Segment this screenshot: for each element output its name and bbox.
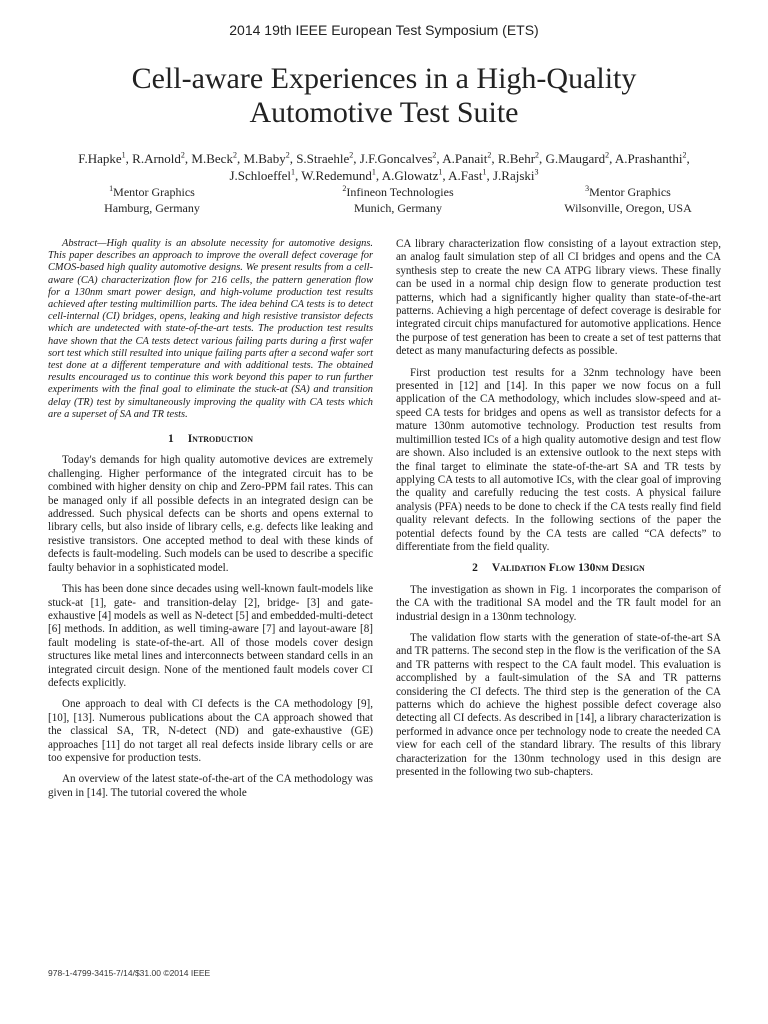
- abstract-lead: Abstract: [62, 238, 98, 249]
- left-column: [48, 238, 373, 808]
- author-affiliation-mark: 2: [487, 150, 492, 160]
- author-name: A.Fast: [448, 168, 483, 183]
- author-separator: ,: [609, 151, 615, 166]
- author-affiliation-mark: 2: [180, 150, 185, 160]
- author-separator: ,: [539, 151, 546, 166]
- author-separator: ,: [442, 168, 449, 183]
- affiliation-3: $^3$Mentor Graphics Wilsonville, Oregon, USA: [528, 184, 728, 216]
- right-column: [396, 238, 721, 787]
- author-name: R.Arnold: [132, 151, 181, 166]
- paragraph: One approach to deal with CI defects is the CA methodology [9], [10], [13]. Numerous publications about the CA approach showed that the classical SA, TR, N-detect (ND) and gate-exhaustive (GE) approaches [11] do not target all real defects inside library cells or are too expensive for production tests.: [48, 698, 373, 764]
- affiliation-place: Wilsonville, Oregon, USA: [564, 201, 692, 215]
- title-line-1: Cell-aware Experiences in a High-Quality: [131, 62, 637, 95]
- paragraph: An overview of the latest state-of-the-art of the CA methodology was given in [14]. The tutorial covered the whole: [48, 773, 373, 799]
- author-separator: ,: [289, 151, 297, 166]
- author-name: A.Glowatz: [381, 168, 439, 183]
- author-name: S.Straehle: [296, 151, 350, 166]
- abstract: [48, 238, 373, 421]
- affiliation-place: Munich, Germany: [354, 201, 442, 215]
- author-name: F.Hapke: [78, 151, 122, 166]
- author-name: W.Redemund: [301, 168, 372, 183]
- paragraph: This has been done since decades using well-known fault-models like stuck-at [1], gate- and transition-delay [2], bridge- [3] and gate-exhaustive [4] models as well as N-detect [5] and embedded-multi-detect [6] methods. In addition, as well timing-aware [7] and layout-aware [8] fault modeling is state-of-the-art. All of those models cover design structures like metal lines and interconnects between standard cells in an integrated circuit design. None of the mentioned fault models cover CI defects explicitly.: [48, 583, 373, 689]
- author-separator: ,: [294, 168, 302, 183]
- author-affiliation-mark: 1: [482, 167, 487, 177]
- author-separator: ,: [353, 151, 360, 166]
- author-separator: ,: [486, 168, 493, 183]
- author-name: J.F.Goncalves: [359, 151, 433, 166]
- affiliation-2: $^2$Infineon Technologies Munich, Germany: [298, 184, 498, 216]
- author-separator: ,: [436, 151, 443, 166]
- section-heading-validation-flow: 2 Validation Flow 130nm Design: [472, 562, 645, 575]
- author-affiliation-mark: 2: [349, 150, 354, 160]
- copyright-footer: 978-1-4799-3415-7/14/$31.00 ©2014 IEEE: [48, 968, 211, 978]
- author-separator: ,: [236, 151, 244, 166]
- paragraph: The investigation as shown in Fig. 1 incorporates the comparison of the CA with the traditional SA model and the TR fault model for an industrial design in a 130nm technology.: [396, 583, 721, 623]
- author-affiliation-mark: 3: [534, 167, 539, 177]
- section-heading-introduction: 1 Introduction: [167, 433, 254, 446]
- author-separator: ,: [184, 151, 192, 166]
- conference-header: 2014 19th IEEE European Test Symposium (ETS): [229, 22, 539, 38]
- affiliation-place: Hamburg, Germany: [104, 201, 200, 215]
- author-list: [30, 150, 738, 184]
- author-affiliation-mark: 2: [232, 150, 237, 160]
- abstract-text: —High quality is an absolute necessity for automotive designs. This paper describes an approach to improve the overall defect coverage for CMOS-based high quality automotive designs. We present results from a cell-aware (CA) characterization flow for 216 cells, the pattern generation flow for a 130nm smart power design, and high-volume production test results achieved after testing multimillion parts. The idea behind CA tests is to detect cell-internal (CI) bridges, opens, leaking and high resistive transistor defects which are undetected with state-of-the-art tests. The production test results have shown that the CA tests detect various failing parts during a first wafer sort test which still resulted into unique failing parts after a second wafer sort test done at a different temperature and with additional tests. The obtained results encouraged us to continue this work beyond this paper to run further experiments with the final goal to eliminate the stuck-at (SA) and transition delay (TR) test by simultaneously improving the quality with CA tests which are a superset of SA and TR tests.: [48, 238, 373, 420]
- paragraph: Today's demands for high quality automotive devices are extremely challenging. Higher performance of the integrated circuit has to be combined with higher density on chip and Zero-PPM fail rates. This can be managed only if all possible defects in an integrated design can be addressed. Such physical defects can be shorts and opens external to library cells, but also inside of library cells, e.g. defects like leaking and resistive transistors. One accepted method to deal with these kinds of defects is fault-modeling. Such models can be used to describe a specific faulty behavior in a sophisticated model.: [48, 454, 373, 574]
- affiliation-org: Mentor Graphics: [589, 185, 671, 199]
- title-line-2: Automotive Test Suite: [249, 96, 519, 129]
- affiliation-org: Infineon Technologies: [346, 185, 454, 199]
- affiliation-1: $^1$Mentor Graphics Hamburg, Germany: [52, 184, 252, 216]
- author-name: A.Panait: [442, 151, 488, 166]
- author-affiliation-mark: 1: [290, 167, 295, 177]
- author-affiliation-mark: 2: [682, 150, 687, 160]
- author-affiliation-mark: 2: [605, 150, 610, 160]
- author-name: M.Baby: [243, 151, 286, 166]
- author-affiliation-mark: 2: [535, 150, 540, 160]
- author-separator: ,: [125, 151, 133, 166]
- paragraph: The validation flow starts with the generation of state-of-the-art SA and TR patterns. The second step in the flow is the verification of the SA and TR patterns with respect to the CA fault model. This evaluation is accomplished by a fault-simulation of the SA and TR patterns considering the CI defects. The third step is the generation of the CA patterns which do achieve the highest possible defect coverage also detecting all CI defects. As described in [14], a library characterization is performed in advance once per technology node to create the needed CA view for each cell of the standard library. The results of this library characterization for the 130nm technology used in this design are presented in the following two sub-chapters.: [396, 631, 721, 779]
- author-name: G.Maugard: [545, 151, 606, 166]
- author-name: J.Rajski: [492, 168, 535, 183]
- paragraph: First production test results for a 32nm technology have been presented in [12] and [14]. In this paper we now focus on a full application of the CA methodology, which includes slow-speed and at-speed CA tests for bridges and opens as well as transistor defects for a mature 130nm automotive technology. Production test results from multimillion tested ICs of a high quality automotive design and test flow are shown. Also included is an extensive outlook to the next steps with the final target to eliminate the state-of-the-art SA and TR tests by applying CA tests to all automotive ICs, with the clear goal of improving the quality and carefully reducing the test costs. A physical failure analysis (PFA) needs to be done to check if the CA tests really find field quality relevant defects. In the following sections of the paper the potential defects found by the CA tests are called “CA defects” to differentiate from the field quality.: [396, 366, 721, 553]
- author-affiliation-mark: 2: [432, 150, 437, 160]
- paper-title: [40, 62, 728, 130]
- affiliation-org: Mentor Graphics: [113, 185, 195, 199]
- author-separator: ,: [375, 168, 382, 183]
- author-affiliation-mark: 1: [371, 167, 376, 177]
- author-affiliation-mark: 1: [121, 150, 126, 160]
- paragraph: CA library characterization flow consisting of a layout extraction step, an analog fault simulation step of all CI bridges and opens and the CA synthesis step to create the new CA ATPG library views. These finally can be used in a normal chip design flow to generate production test patterns, which had a significantly higher quality than state-of-the-art patterns. Achieving a high percentage of defect coverage is desirable for integrated circuit chips manufactured for automotive applications. Hence the purpose of test generation has been to create a set of test patterns that detect as many manufacturing defects as possible.: [396, 238, 721, 358]
- author-name: M.Beck: [191, 151, 233, 166]
- author-affiliation-mark: 1: [438, 167, 443, 177]
- author-name: R.Behr: [497, 151, 536, 166]
- author-separator: ,: [491, 151, 498, 166]
- author-name: A.Prashanthi: [614, 151, 683, 166]
- affiliations: [40, 184, 728, 218]
- author-affiliation-mark: 2: [285, 150, 290, 160]
- author-name: J.Schloeffel: [229, 168, 291, 183]
- author-separator: ,: [686, 151, 690, 166]
